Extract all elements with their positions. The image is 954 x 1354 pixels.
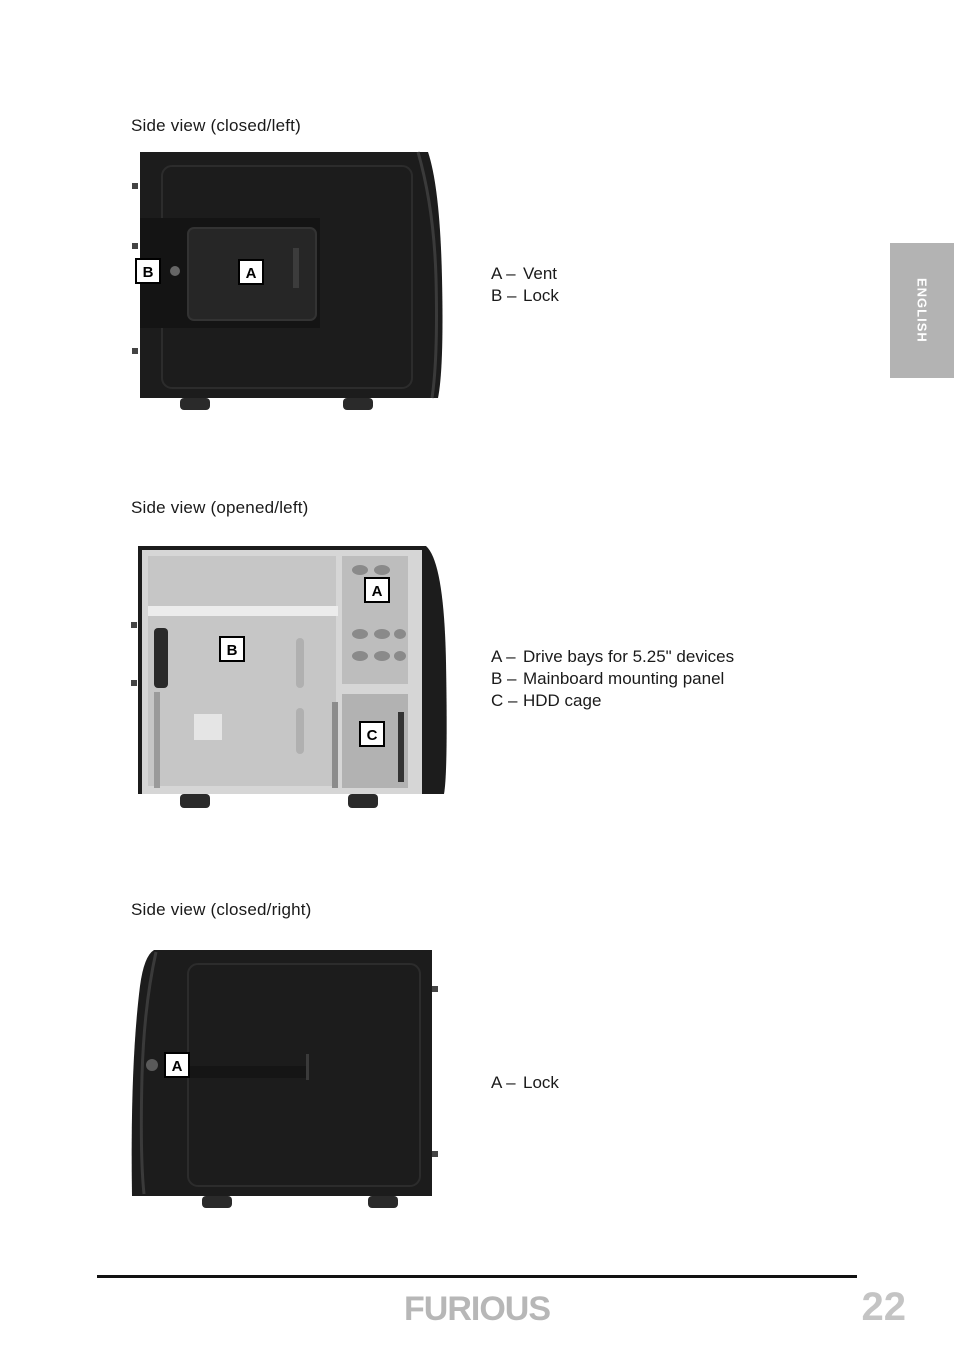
legend-closed-right xyxy=(491,1072,559,1094)
footer-rule xyxy=(97,1275,857,1278)
figure-closed-left xyxy=(128,148,446,414)
legend-item: A – Vent xyxy=(491,264,558,283)
page-number: 22 xyxy=(861,1285,906,1329)
svg-text:A: A xyxy=(171,1058,183,1075)
legend-item: A – Drive bays for 5.25" devices xyxy=(491,647,735,666)
callout-a xyxy=(239,260,263,284)
brand-name: FURIOUS xyxy=(404,1290,550,1328)
svg-text:A: A xyxy=(245,265,257,282)
callout-a xyxy=(365,578,389,602)
callout-b xyxy=(136,259,160,283)
callout-c xyxy=(360,722,384,746)
legend-closed-left xyxy=(491,263,559,307)
legend-item: B – Lock xyxy=(491,286,559,305)
figure-opened-left xyxy=(128,542,452,814)
svg-text:B: B xyxy=(142,264,154,281)
callout-a xyxy=(165,1053,189,1077)
figure-closed-right xyxy=(128,946,444,1212)
svg-text:B: B xyxy=(226,642,238,659)
legend-item: C – HDD cage xyxy=(491,691,602,710)
section-title-closed-right: Side view (closed/right) xyxy=(131,900,312,919)
legend-item: A – Lock xyxy=(491,1073,559,1092)
svg-text:A: A xyxy=(371,583,383,600)
callout-b xyxy=(220,637,244,661)
legend-item: B – Mainboard mounting panel xyxy=(491,669,725,688)
svg-text:C: C xyxy=(366,727,378,744)
language-tab xyxy=(890,243,954,378)
legend-opened-left xyxy=(491,646,734,712)
section-title-opened-left: Side view (opened/left) xyxy=(131,498,309,517)
section-title-closed-left: Side view (closed/left) xyxy=(131,116,301,135)
language-tab-label: ENGLISH xyxy=(914,278,930,343)
